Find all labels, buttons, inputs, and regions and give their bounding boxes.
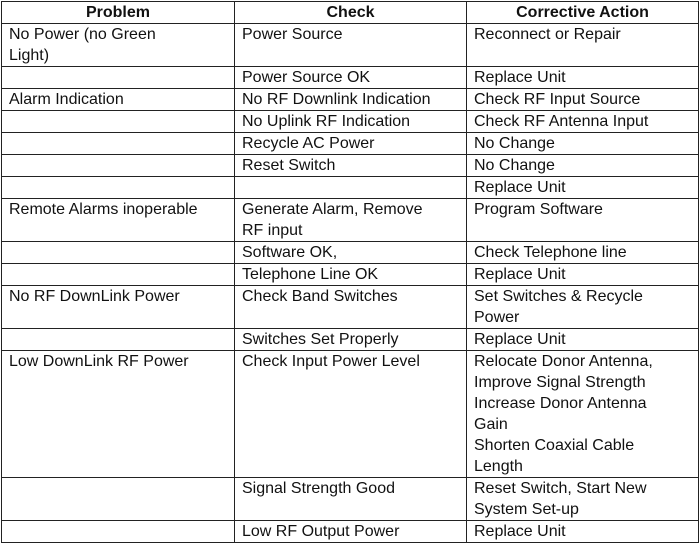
check-cell: Power Source	[235, 24, 467, 67]
problem-cell: Low DownLink RF Power	[2, 351, 235, 478]
corrective-action-cell: Check RF Antenna Input	[467, 111, 699, 133]
problem-cell	[2, 264, 235, 286]
corrective-action-cell: Replace Unit	[467, 521, 699, 543]
problem-cell	[2, 521, 235, 543]
problem-cell	[2, 133, 235, 155]
corrective-action-cell: Replace Unit	[467, 177, 699, 199]
problem-cell: Alarm Indication	[2, 89, 235, 111]
check-cell: Low RF Output Power	[235, 521, 467, 543]
problem-cell	[2, 111, 235, 133]
table-row	[2, 199, 699, 242]
table-row	[2, 478, 699, 521]
problem-cell	[2, 177, 235, 199]
check-cell: No Uplink RF Indication	[235, 111, 467, 133]
troubleshooting-table	[1, 1, 699, 543]
corrective-action-cell: No Change	[467, 155, 699, 177]
check-cell: Software OK,	[235, 242, 467, 264]
problem-cell: Remote Alarms inoperable	[2, 199, 235, 242]
check-cell	[235, 177, 467, 199]
corrective-action-cell: Set Switches & Recycle Power	[467, 286, 699, 329]
table-row	[2, 111, 699, 133]
corrective-action-cell: Check Telephone line	[467, 242, 699, 264]
problem-cell	[2, 155, 235, 177]
table-header	[2, 2, 699, 24]
check-cell: Power Source OK	[235, 67, 467, 89]
header-problem: Problem	[2, 2, 235, 24]
table-body	[2, 24, 699, 543]
table-row	[2, 329, 699, 351]
corrective-action-cell: No Change	[467, 133, 699, 155]
check-cell: No RF Downlink Indication	[235, 89, 467, 111]
corrective-action-cell: Replace Unit	[467, 264, 699, 286]
corrective-action-cell: Reconnect or Repair	[467, 24, 699, 67]
check-cell: Telephone Line OK	[235, 264, 467, 286]
corrective-action-cell: Program Software	[467, 199, 699, 242]
header-row	[2, 2, 699, 24]
header-corrective-action: Corrective Action	[467, 2, 699, 24]
check-cell: Reset Switch	[235, 155, 467, 177]
table-row	[2, 286, 699, 329]
corrective-action-cell: Replace Unit	[467, 329, 699, 351]
problem-cell	[2, 329, 235, 351]
table-row	[2, 264, 699, 286]
problem-cell	[2, 242, 235, 264]
header-check: Check	[235, 2, 467, 24]
table-row	[2, 351, 699, 478]
table-row	[2, 67, 699, 89]
check-cell: Recycle AC Power	[235, 133, 467, 155]
corrective-action-cell: Replace Unit	[467, 67, 699, 89]
table-row	[2, 24, 699, 67]
check-cell: Generate Alarm, Remove RF input	[235, 199, 467, 242]
table-row	[2, 521, 699, 543]
problem-cell: No RF DownLink Power	[2, 286, 235, 329]
table-row	[2, 155, 699, 177]
table-row	[2, 242, 699, 264]
table-row	[2, 177, 699, 199]
check-cell: Switches Set Properly	[235, 329, 467, 351]
corrective-action-cell: Relocate Donor Antenna, Improve Signal Strength Increase Donor Antenna Gain Shorten Coaxial Cable Length	[467, 351, 699, 478]
table-row	[2, 133, 699, 155]
problem-cell	[2, 478, 235, 521]
problem-cell	[2, 67, 235, 89]
problem-cell: No Power (no Green Light)	[2, 24, 235, 67]
corrective-action-cell: Reset Switch, Start New System Set-up	[467, 478, 699, 521]
check-cell: Check Band Switches	[235, 286, 467, 329]
table-row	[2, 89, 699, 111]
check-cell: Check Input Power Level	[235, 351, 467, 478]
check-cell: Signal Strength Good	[235, 478, 467, 521]
corrective-action-cell: Check RF Input Source	[467, 89, 699, 111]
